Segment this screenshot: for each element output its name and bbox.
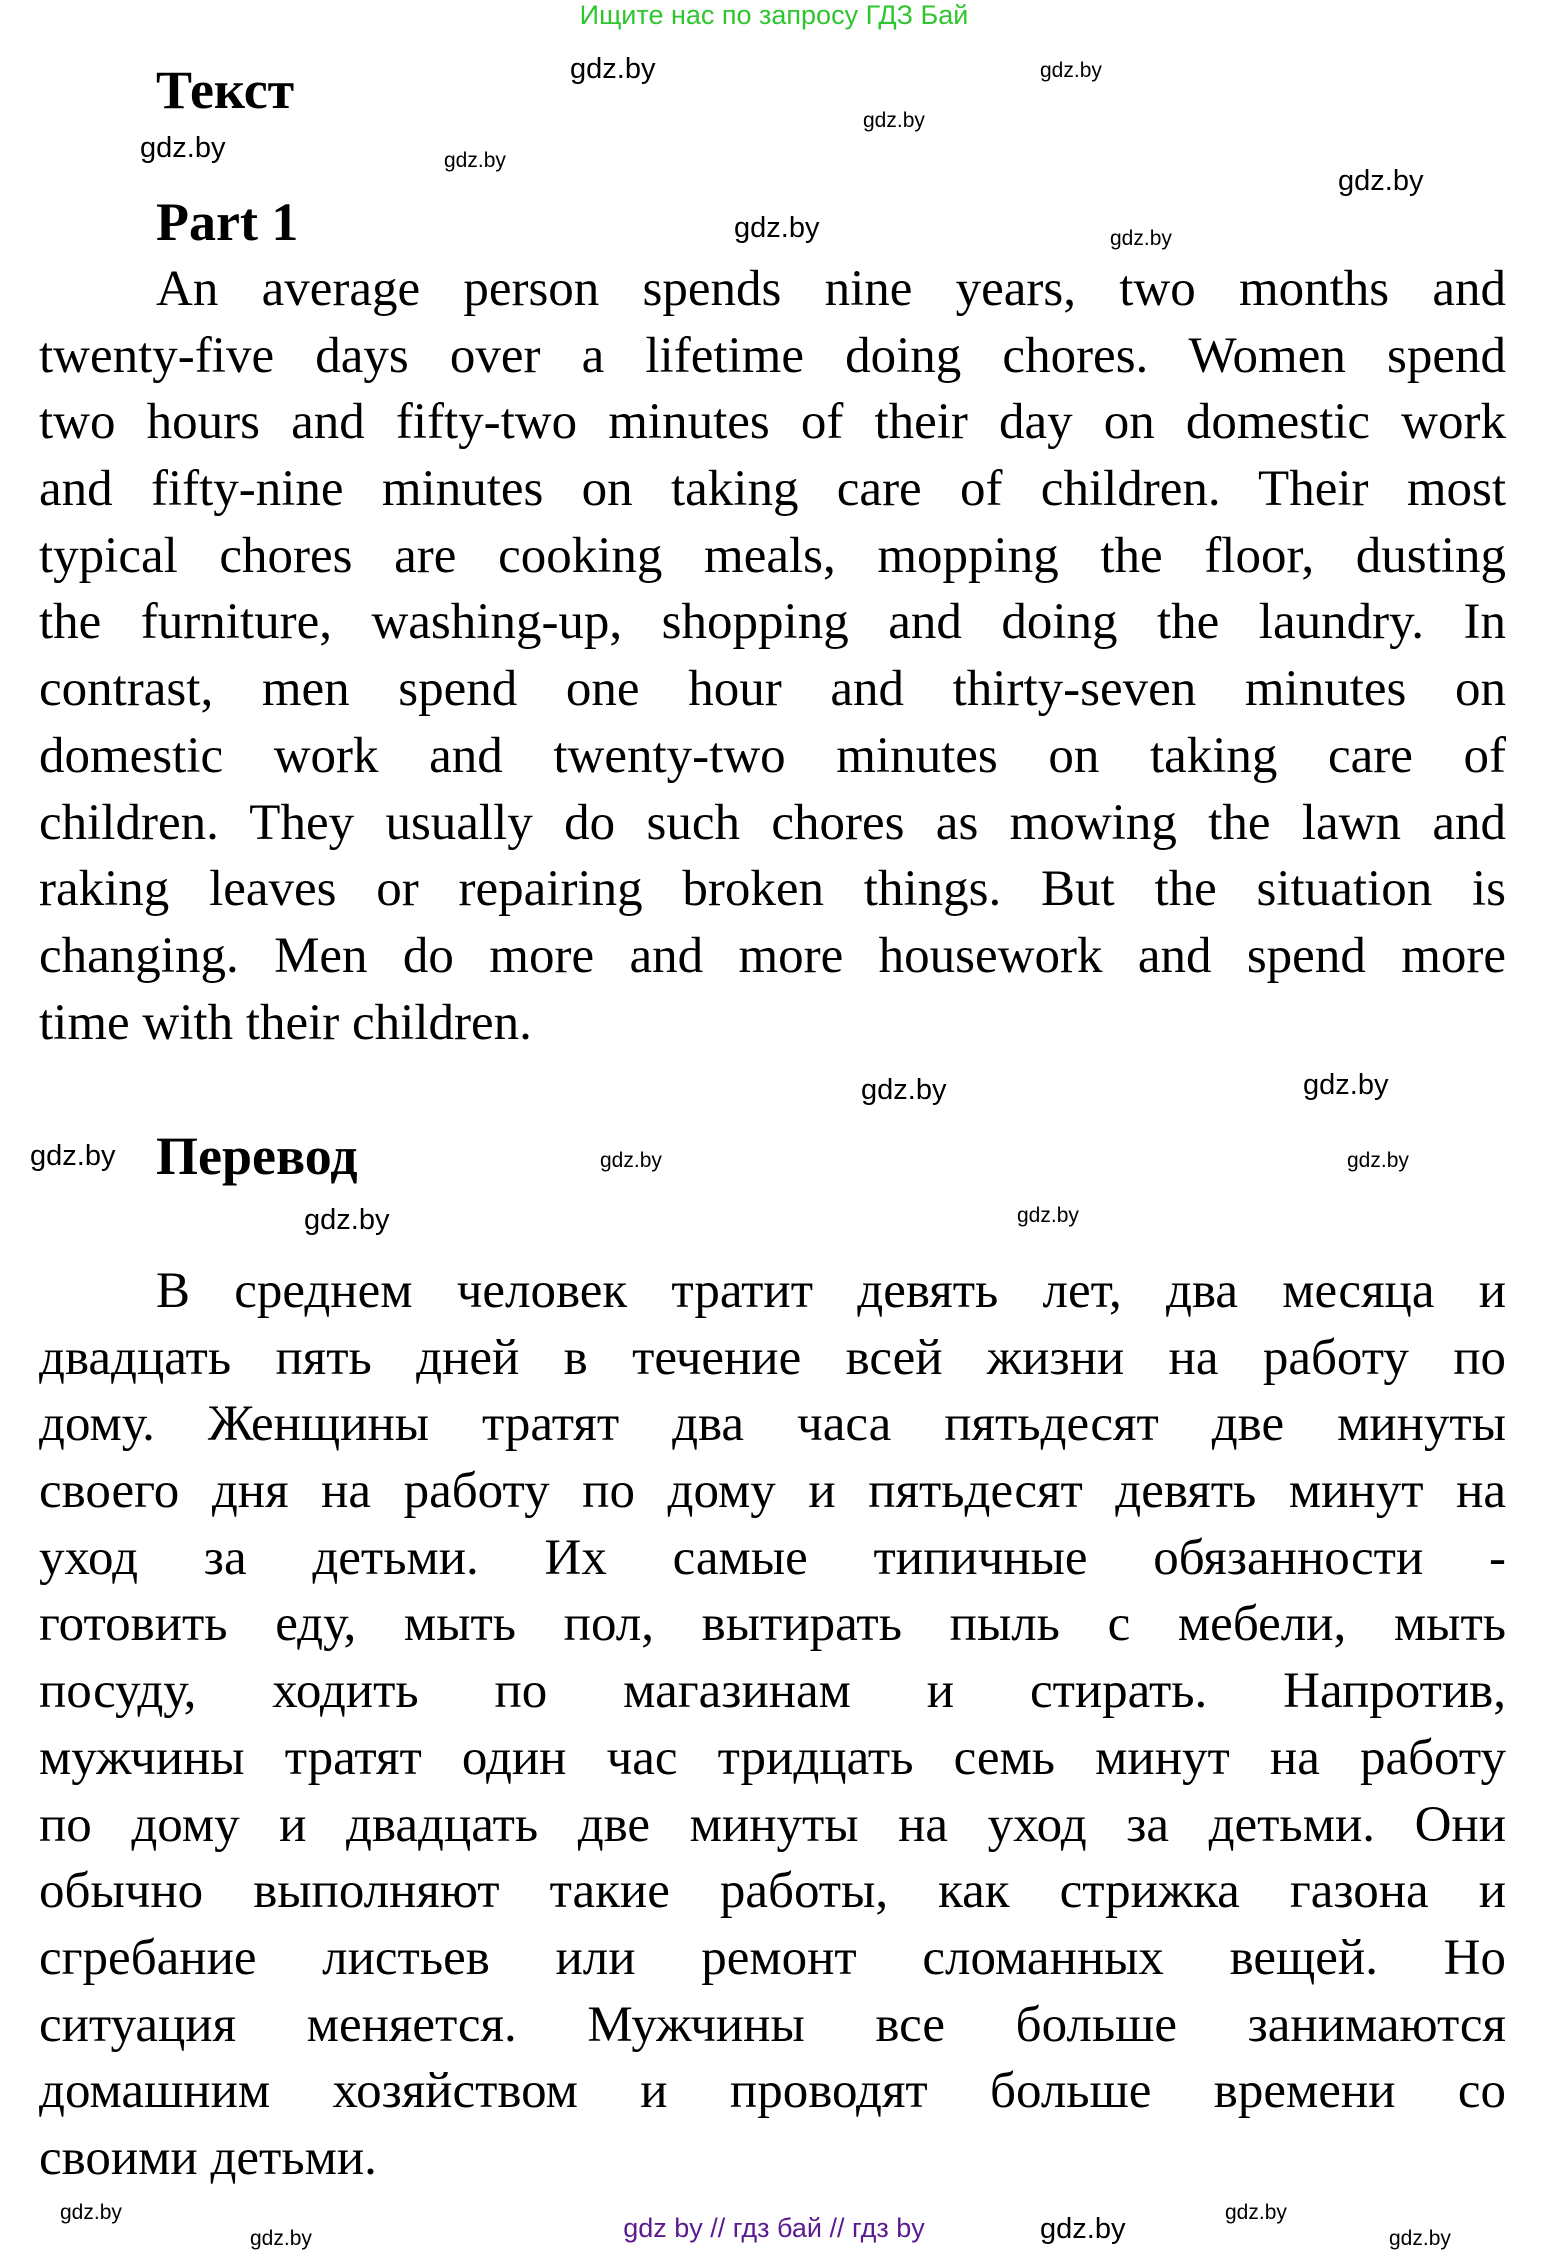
watermark: gdz.by xyxy=(1225,2201,1287,2224)
text-line: raking leaves or repairing broken things. But the situation is xyxy=(39,861,1506,918)
text-line: дому. Женщины тратят два часа пятьдесят две минуты xyxy=(39,1396,1506,1453)
text-line: and fifty-nine minutes on taking care of children. Their most xyxy=(39,461,1506,518)
text-line: по дому и двадцать две минуты на уход за детьми. Они xyxy=(39,1796,1506,1853)
text-line: своего дня на работу по дому и пятьдесят девять минут на xyxy=(39,1463,1506,1520)
text-line: посуду, ходить по магазинам и стирать. Напротив, xyxy=(39,1663,1506,1720)
english-paragraph xyxy=(39,256,1506,1056)
watermark: gdz.by xyxy=(60,2201,122,2224)
text-line: обычно выполняют такие работы, как стрижка газона и xyxy=(39,1863,1506,1920)
watermark: gdz.by xyxy=(600,1149,662,1172)
text-line: children. They usually do such chores as mowing the lawn and xyxy=(39,794,1506,851)
text-line: domestic work and twenty-two minutes on taking care of xyxy=(39,727,1506,784)
text-line: мужчины тратят один час тридцать семь минут на работу xyxy=(39,1729,1506,1786)
watermark: gdz.by xyxy=(1040,59,1102,82)
watermark: gdz.by xyxy=(1338,165,1424,197)
text-line: An average person spends nine years, two months and xyxy=(156,261,1506,317)
text-line: ситуация меняется. Мужчины все больше занимаются xyxy=(39,1996,1506,2053)
watermark: gdz.by xyxy=(1040,2213,1126,2245)
watermark: gdz.by xyxy=(140,132,226,164)
watermark: gdz.by xyxy=(1110,227,1172,250)
watermark: gdz.by xyxy=(304,1204,390,1236)
text-line: домашним хозяйством и проводят больше времени со xyxy=(39,2063,1506,2120)
watermark: gdz.by xyxy=(861,1074,947,1106)
text-line: сгребание листьев или ремонт сломанных вещей. Но xyxy=(39,1929,1506,1986)
text-line: twenty-five days over a lifetime doing chores. Women spend xyxy=(39,327,1506,384)
text-line: двадцать пять дней в течение всей жизни на работу по xyxy=(39,1329,1506,1386)
text-line: changing. Men do more and more housework and spend more xyxy=(39,927,1506,984)
watermark: gdz.by xyxy=(1389,2227,1451,2250)
text-line: уход за детьми. Их самые типичные обязанности - xyxy=(39,1529,1506,1586)
search-banner: Ищите нас по запросу ГДЗ Бай xyxy=(579,0,969,30)
watermark: gdz.by xyxy=(30,1140,116,1172)
text-line: two hours and fifty-two minutes of their day on domestic work xyxy=(39,394,1506,451)
text-line: typical chores are cooking meals, mopping the floor, dusting xyxy=(39,527,1506,584)
footer xyxy=(0,2212,1548,2244)
footer-links: gdz by // гдз бай // гдз by xyxy=(623,2213,925,2243)
watermark: gdz.by xyxy=(1017,1204,1079,1227)
text-line: своими детьми. xyxy=(39,2129,377,2186)
text-line: the furniture, washing-up, shopping and doing the laundry. In xyxy=(39,594,1506,651)
watermark: gdz.by xyxy=(444,149,506,172)
watermark: gdz.by xyxy=(863,109,925,132)
part-heading: Part 1 xyxy=(156,192,299,252)
text-line: contrast, men spend one hour and thirty-seven minutes on xyxy=(39,661,1506,718)
watermark: gdz.by xyxy=(734,212,820,244)
text-line: готовить еду, мыть пол, вытирать пыль с мебели, мыть xyxy=(39,1596,1506,1653)
translation-heading: Перевод xyxy=(156,1126,358,1186)
watermark: gdz.by xyxy=(250,2227,312,2250)
text-heading: Текст xyxy=(156,60,295,120)
watermark: gdz.by xyxy=(1303,1069,1389,1101)
text-line: В среднем человек тратит девять лет, два месяца и xyxy=(156,1263,1506,1319)
text-line: time with their children. xyxy=(39,994,532,1051)
watermark: gdz.by xyxy=(570,53,656,85)
russian-paragraph xyxy=(39,1258,1506,2192)
watermark: gdz.by xyxy=(1347,1149,1409,1172)
